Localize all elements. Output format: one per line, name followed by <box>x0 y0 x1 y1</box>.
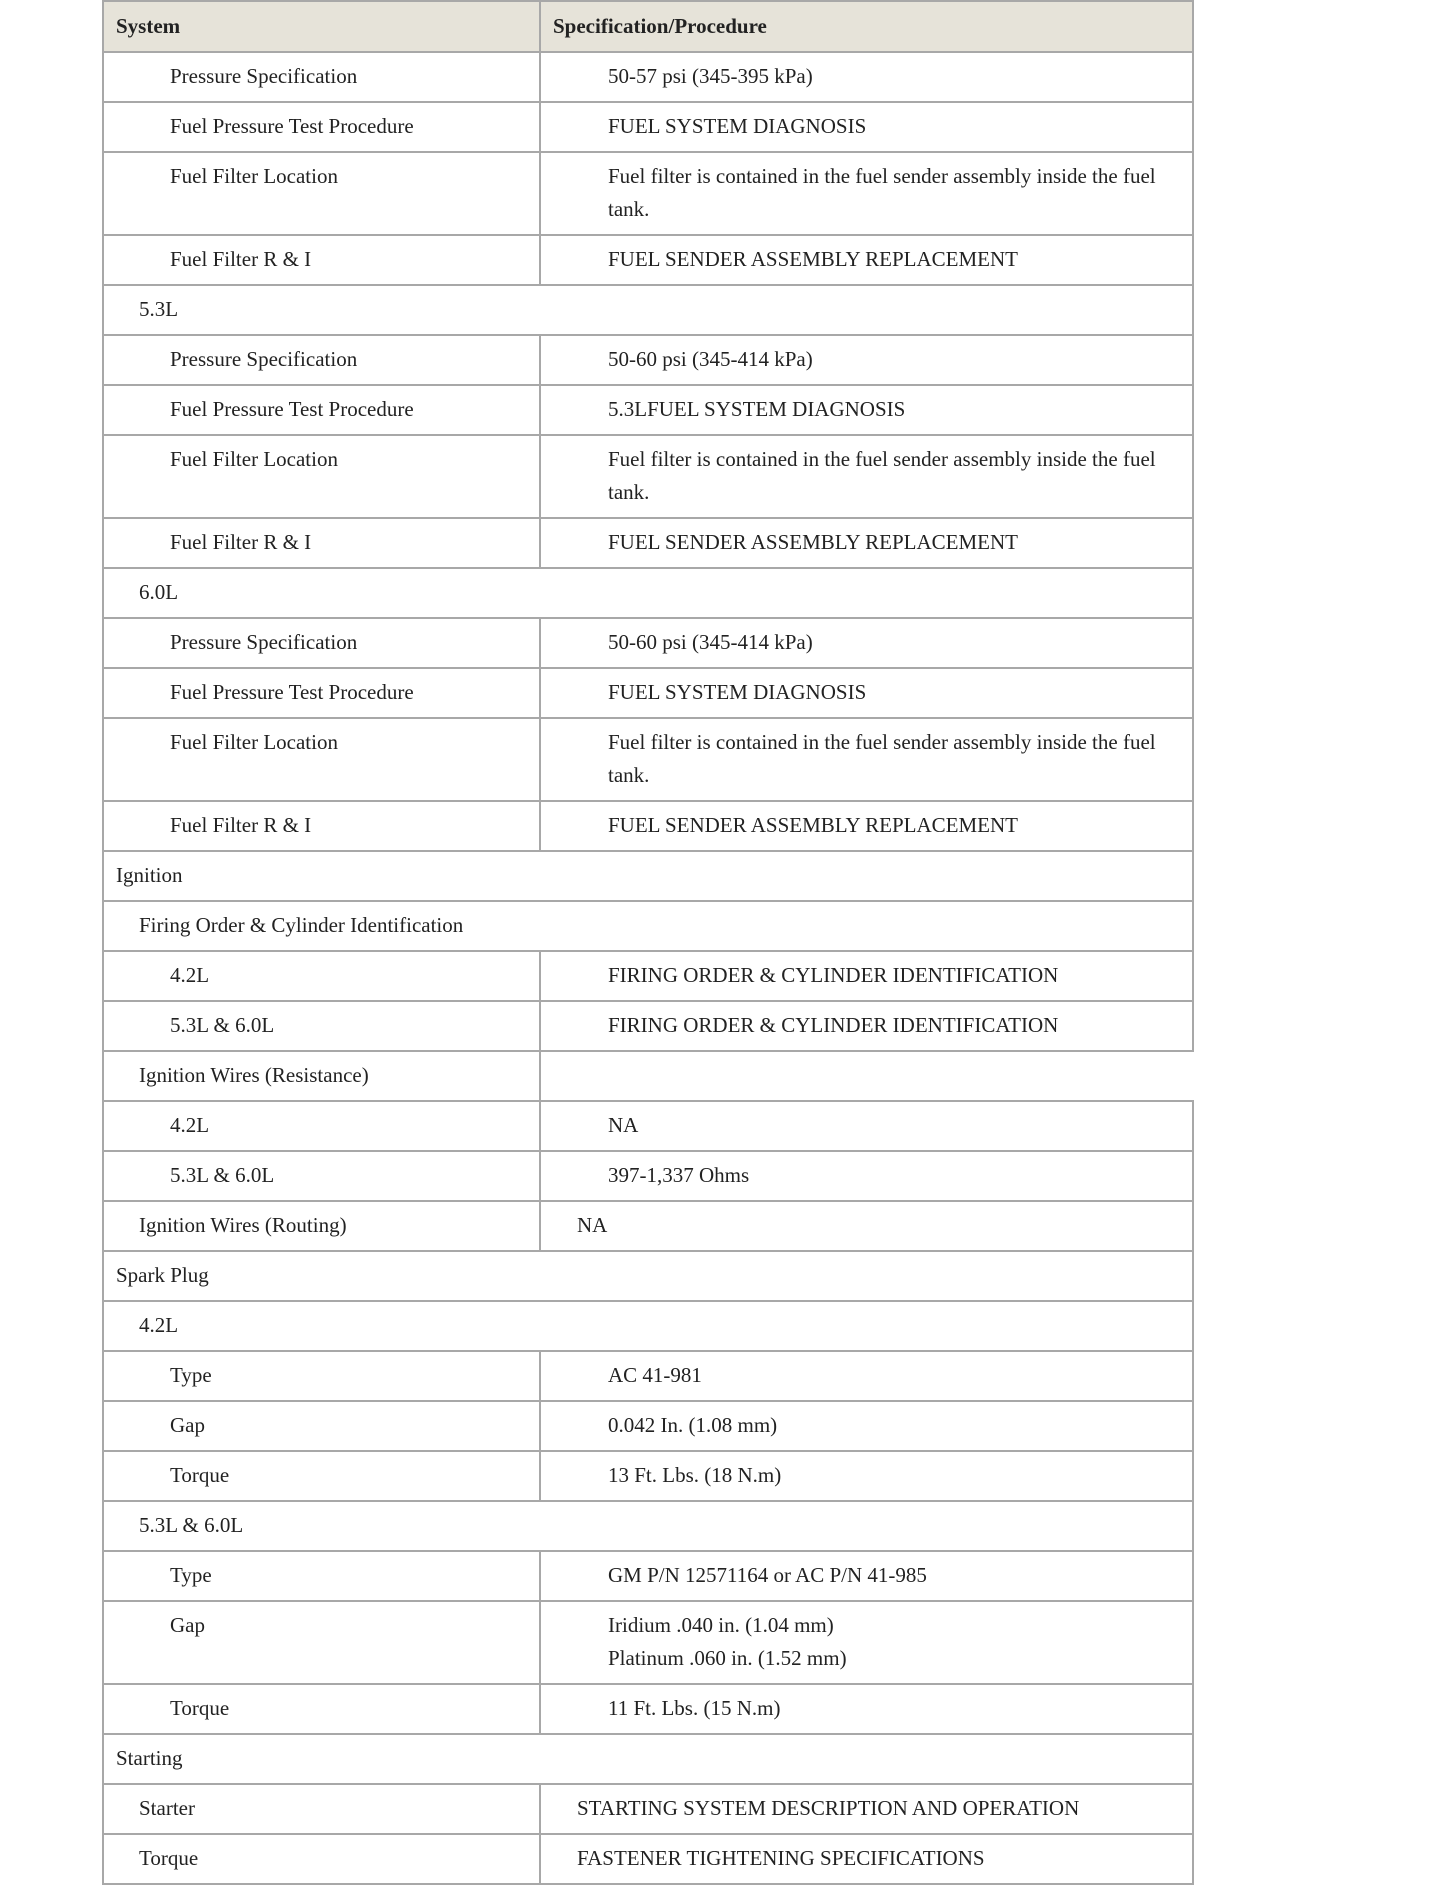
system-cell: Gap <box>103 1601 540 1684</box>
system-cell: Fuel Pressure Test Procedure <box>103 102 540 152</box>
specification-cell <box>540 1101 1193 1151</box>
specification-text: FIRING ORDER & CYLINDER IDENTIFICATION <box>608 1013 1059 1037</box>
specification-cell <box>540 1684 1193 1734</box>
table-row <box>103 335 1193 385</box>
specification-cell <box>540 52 1193 102</box>
table-row <box>103 801 1193 851</box>
specification-text: 50-60 psi (345-414 kPa) <box>608 630 813 654</box>
system-cell: Fuel Filter R & I <box>103 518 540 568</box>
specification-cell <box>540 385 1193 435</box>
system-cell: Type <box>103 1351 540 1401</box>
table-row <box>103 1401 1193 1451</box>
specification-cell <box>540 951 1193 1001</box>
specification-cell <box>540 1834 1193 1884</box>
system-cell: 6.0L <box>103 568 1193 618</box>
table-row <box>103 1784 1193 1834</box>
section-row <box>103 285 1193 335</box>
specification-cell <box>540 235 1193 285</box>
specification-cell <box>540 1151 1193 1201</box>
system-cell: 4.2L <box>103 1101 540 1151</box>
specification-text: 5.3LFUEL SYSTEM DIAGNOSIS <box>608 397 906 421</box>
table-row <box>103 152 1193 235</box>
section-row <box>103 1251 1193 1301</box>
section-row <box>103 851 1193 901</box>
table-row <box>103 1684 1193 1734</box>
table-row <box>103 1351 1193 1401</box>
system-cell: Fuel Filter R & I <box>103 235 540 285</box>
system-cell: Torque <box>103 1684 540 1734</box>
system-cell: Fuel Filter Location <box>103 718 540 801</box>
system-cell: Starter <box>103 1784 540 1834</box>
specification-text: FASTENER TIGHTENING SPECIFICATIONS <box>577 1846 985 1870</box>
system-cell: 5.3L <box>103 285 1193 335</box>
system-cell: Fuel Filter Location <box>103 152 540 235</box>
specification-cell <box>540 152 1193 235</box>
specification-text: GM P/N 12571164 or AC P/N 41-985 <box>608 1563 927 1587</box>
table-row <box>103 52 1193 102</box>
specification-cell <box>540 718 1193 801</box>
specification-cell <box>540 1401 1193 1451</box>
table-row <box>103 435 1193 518</box>
specification-text: FIRING ORDER & CYLINDER IDENTIFICATION <box>608 963 1059 987</box>
system-cell: Ignition Wires (Resistance) <box>103 1051 540 1101</box>
system-cell: Fuel Pressure Test Procedure <box>103 668 540 718</box>
section-row <box>103 1734 1193 1784</box>
specification-text: 50-57 psi (345-395 kPa) <box>608 64 813 88</box>
table-row <box>103 618 1193 668</box>
table-row <box>103 1101 1193 1151</box>
spec-table <box>102 0 1194 1885</box>
table-row <box>103 1601 1193 1684</box>
specification-text: FUEL SYSTEM DIAGNOSIS <box>608 680 867 704</box>
specification-text: Iridium .040 in. (1.04 mm) <box>608 1613 834 1637</box>
system-cell: 5.3L & 6.0L <box>103 1001 540 1051</box>
table-row <box>103 1451 1193 1501</box>
specification-cell <box>540 1201 1193 1251</box>
table-row <box>103 718 1193 801</box>
specification-cell <box>540 668 1193 718</box>
table-row <box>103 1551 1193 1601</box>
table-header-row <box>103 1 1193 52</box>
section-row <box>103 568 1193 618</box>
system-cell: Pressure Specification <box>103 335 540 385</box>
table-row <box>103 385 1193 435</box>
system-cell: Type <box>103 1551 540 1601</box>
table-row <box>103 102 1193 152</box>
specification-text: FUEL SENDER ASSEMBLY REPLACEMENT <box>608 813 1018 837</box>
system-cell: Ignition <box>103 851 1193 901</box>
system-cell: Gap <box>103 1401 540 1451</box>
table-row <box>103 1051 1193 1101</box>
specification-cell <box>540 1784 1193 1834</box>
specification-cell <box>540 518 1193 568</box>
header-specification: Specification/Procedure <box>540 1 1193 52</box>
specification-text: Fuel filter is contained in the fuel sender assembly inside the fuel tank. <box>608 164 1156 221</box>
system-cell: Torque <box>103 1451 540 1501</box>
system-cell: Firing Order & Cylinder Identification <box>103 901 1193 951</box>
specification-cell <box>540 102 1193 152</box>
table-row <box>103 518 1193 568</box>
specification-text: 11 Ft. Lbs. (15 N.m) <box>608 1696 781 1720</box>
table-row <box>103 668 1193 718</box>
specification-cell <box>540 1051 1193 1101</box>
system-cell: Starting <box>103 1734 1193 1784</box>
table-row <box>103 235 1193 285</box>
system-cell: Fuel Filter Location <box>103 435 540 518</box>
specification-cell <box>540 1451 1193 1501</box>
specification-text: FUEL SENDER ASSEMBLY REPLACEMENT <box>608 247 1018 271</box>
specification-cell <box>540 435 1193 518</box>
specification-cell <box>540 1601 1193 1684</box>
specification-text: AC 41-981 <box>608 1363 702 1387</box>
specification-text: NA <box>608 1113 639 1137</box>
system-cell: Spark Plug <box>103 1251 1193 1301</box>
table-row <box>103 951 1193 1001</box>
table-row <box>103 1151 1193 1201</box>
specification-text: 50-60 psi (345-414 kPa) <box>608 347 813 371</box>
system-cell: Fuel Filter R & I <box>103 801 540 851</box>
system-cell: Pressure Specification <box>103 618 540 668</box>
table-row <box>103 1834 1193 1884</box>
system-cell: Ignition Wires (Routing) <box>103 1201 540 1251</box>
specification-text: Fuel filter is contained in the fuel sender assembly inside the fuel tank. <box>608 730 1156 787</box>
specification-text: NA <box>577 1213 608 1237</box>
specification-text: 13 Ft. Lbs. (18 N.m) <box>608 1463 782 1487</box>
section-row <box>103 1501 1193 1551</box>
specification-text: 0.042 In. (1.08 mm) <box>608 1413 778 1437</box>
system-cell: 5.3L & 6.0L <box>103 1501 1193 1551</box>
specification-text: FUEL SENDER ASSEMBLY REPLACEMENT <box>608 530 1018 554</box>
specification-cell <box>540 801 1193 851</box>
system-cell: Fuel Pressure Test Procedure <box>103 385 540 435</box>
system-cell: Pressure Specification <box>103 52 540 102</box>
section-row <box>103 1301 1193 1351</box>
specification-cell <box>540 1001 1193 1051</box>
section-row <box>103 901 1193 951</box>
specification-cell <box>540 618 1193 668</box>
system-cell: 5.3L & 6.0L <box>103 1151 540 1201</box>
table-row <box>103 1001 1193 1051</box>
specification-text: Platinum .060 in. (1.52 mm) <box>608 1646 847 1670</box>
specification-cell <box>540 1551 1193 1601</box>
system-cell: Torque <box>103 1834 540 1884</box>
specification-cell <box>540 1351 1193 1401</box>
specification-text: FUEL SYSTEM DIAGNOSIS <box>608 114 867 138</box>
table-body <box>103 52 1193 1884</box>
table-row <box>103 1201 1193 1251</box>
header-system: System <box>103 1 540 52</box>
system-cell: 4.2L <box>103 951 540 1001</box>
specification-cell <box>540 335 1193 385</box>
specification-text: Fuel filter is contained in the fuel sender assembly inside the fuel tank. <box>608 447 1156 504</box>
system-cell: 4.2L <box>103 1301 1193 1351</box>
specification-text: 397-1,337 Ohms <box>608 1163 750 1187</box>
specification-text: STARTING SYSTEM DESCRIPTION AND OPERATION <box>577 1796 1080 1820</box>
